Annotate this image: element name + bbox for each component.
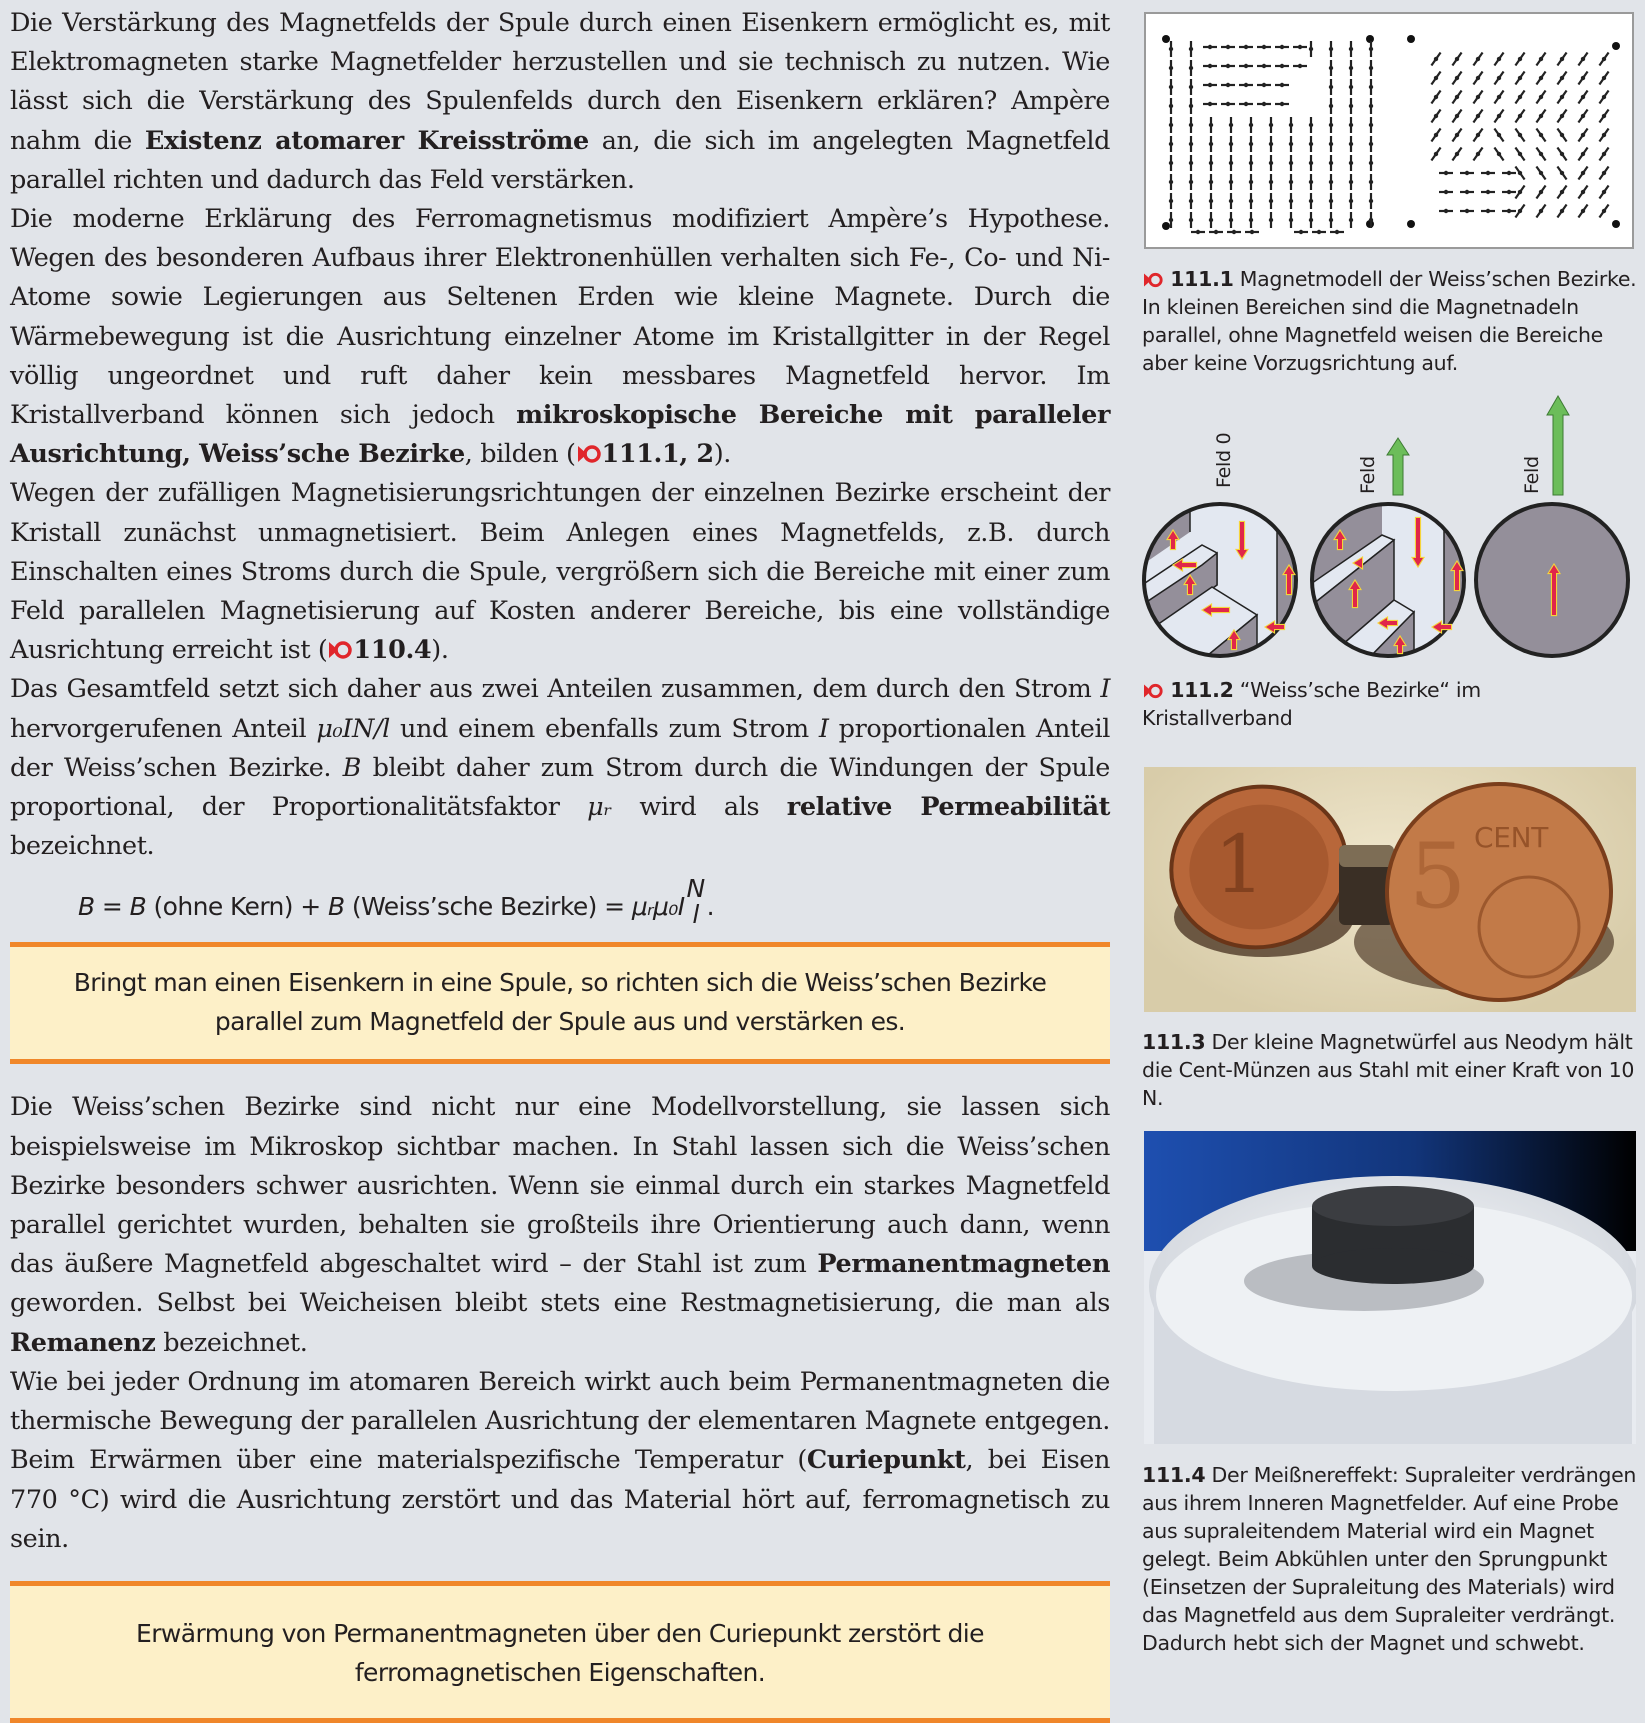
field-label: Feld bbox=[1521, 456, 1543, 494]
figure-domains-crystal bbox=[1142, 390, 1642, 660]
compass-needle bbox=[1249, 136, 1253, 152]
compass-needle bbox=[1598, 184, 1611, 200]
compass-needle bbox=[1514, 51, 1527, 67]
compass-needle bbox=[1430, 89, 1443, 105]
text: an, die sich im angelegten Magnetfeld parallel richten und dadurch das Feld verstärken. bbox=[10, 125, 1110, 195]
text: Die moderne Erklärung des Ferromagnetismus modifiziert Ampère’s Hypothese. Wegen des besonderen Aufbaus ihrer Elektronenhüllen verhalten sich Fe-, Co- und Ni-Atome sowie Legierungen aus Seltenen Erden wie kleine Magnete. Durch die Wärmebewegung ist die Ausrichtung einzelner Atome im Kristallgitter in der Regel völlig ungeordnet und ruft daher kein messbares Magnetfeld hervor. Im Kristallverband können sich jedoch bbox=[10, 204, 1110, 431]
compass-needle bbox=[1577, 184, 1590, 200]
figure-reference-icon bbox=[1142, 682, 1164, 700]
compass-needle bbox=[1189, 79, 1193, 95]
compass-needle bbox=[1481, 190, 1495, 194]
compass-needle bbox=[1514, 89, 1527, 105]
compass-needle bbox=[1245, 230, 1259, 234]
compass-needle bbox=[1349, 41, 1353, 57]
compass-needle bbox=[1598, 203, 1611, 219]
compass-needle bbox=[1598, 51, 1611, 67]
compass-needle bbox=[1329, 155, 1333, 171]
compass-needle bbox=[1535, 108, 1548, 124]
figure-reference-icon[interactable] bbox=[327, 639, 353, 661]
compass-needle bbox=[1472, 108, 1485, 124]
figure-reference[interactable]: 111.1, 2 bbox=[601, 439, 714, 470]
formula-symbol: μᵣμ₀I bbox=[631, 891, 685, 921]
compass-needle bbox=[1369, 155, 1373, 171]
compass-needle bbox=[1577, 165, 1590, 181]
formula-symbol: B bbox=[78, 891, 95, 921]
compass-needle bbox=[1535, 146, 1548, 162]
compass-needle bbox=[1209, 155, 1213, 171]
figure-reference-icon bbox=[1142, 271, 1164, 289]
field-label: Feld bbox=[1357, 456, 1379, 494]
compass-needle bbox=[1229, 212, 1233, 228]
symbol: B bbox=[342, 752, 362, 783]
bold-term: Permanentmagneten bbox=[817, 1249, 1110, 1280]
photo-coins-magnet bbox=[1144, 767, 1636, 1012]
fraction bbox=[687, 876, 705, 928]
compass-needle bbox=[1191, 230, 1205, 234]
main-column bbox=[10, 4, 1110, 1723]
symbol: I bbox=[818, 713, 829, 744]
compass-needle bbox=[1189, 60, 1193, 76]
compass-needle bbox=[1169, 136, 1173, 152]
compass-needle bbox=[1329, 117, 1333, 133]
compass-needle bbox=[1493, 127, 1506, 143]
compass-needle bbox=[1535, 184, 1548, 200]
compass-needle bbox=[1229, 193, 1233, 209]
text: proportionalen Anteil der Weiss’schen Bezirke. bbox=[10, 713, 1110, 783]
compass-needle bbox=[1472, 51, 1485, 67]
caption-111-2 bbox=[1142, 676, 1637, 732]
compass-needle bbox=[1556, 127, 1569, 143]
bold-term: Curiepunkt bbox=[806, 1445, 966, 1476]
formula-text: . bbox=[706, 891, 714, 921]
compass-needle bbox=[1229, 136, 1233, 152]
compass-needle bbox=[1269, 212, 1273, 228]
compass-needle bbox=[1249, 155, 1253, 171]
compass-needle bbox=[1369, 136, 1373, 152]
compass-needle bbox=[1493, 146, 1506, 162]
caption-text: Magnetmodell der Weiss’schen Bezirke. In kleinen Bereichen sind die Magnetnadeln parallel, ohne Magnetfeld weisen die Bereiche aber keine Vorzugsrichtung auf. bbox=[1142, 267, 1637, 375]
text: Die Weiss’schen Bezirke sind nicht nur eine Modellvorstellung, sie lassen sich beispielsweise im Mikroskop sichtbar machen. In Stahl lassen sich die Weiss’schen Bezirke besonders schwer ausrichten. Wenn sie einmal durch ein starkes Magnetfeld parallel gerichtet wurden, behalten sie großteils ihre Orientierung auch dann, wenn das äußere Magnetfeld abgeschaltet wird – der Stahl ist zum bbox=[10, 1092, 1110, 1280]
caption-text: Der kleine Magnetwürfel aus Neodym hält die Cent-Münzen aus Stahl mit einer Kraft von 10 N. bbox=[1142, 1030, 1635, 1110]
compass-needle bbox=[1472, 127, 1485, 143]
text: bezeichnet. bbox=[155, 1327, 308, 1358]
compass-needle bbox=[1514, 108, 1527, 124]
figure-number: 111.3 bbox=[1142, 1030, 1206, 1054]
compass-needle bbox=[1189, 212, 1193, 228]
compass-needle bbox=[1502, 171, 1516, 175]
compass-needle bbox=[1249, 193, 1253, 209]
symbol: μ₀IN/l bbox=[316, 713, 390, 744]
compass-needle bbox=[1349, 136, 1353, 152]
compass-needle bbox=[1472, 146, 1485, 162]
text: ). bbox=[431, 635, 449, 666]
compass-needle bbox=[1451, 89, 1464, 105]
compass-needle bbox=[1269, 174, 1273, 190]
key-statement-box: Erwärmung von Permanentmagneten über den Curiepunkt zerstört die ferromagnetischen Eigenschaften. bbox=[10, 1581, 1110, 1723]
compass-needle bbox=[1556, 165, 1569, 181]
compass-needle bbox=[1556, 51, 1569, 67]
figure-number: 111.2 bbox=[1170, 678, 1234, 702]
compass-needle bbox=[1169, 174, 1173, 190]
photo-meissner-effect bbox=[1144, 1131, 1636, 1444]
pivot-dot bbox=[1407, 220, 1415, 228]
compass-needle bbox=[1329, 98, 1333, 114]
compass-needle bbox=[1369, 98, 1373, 114]
compass-needle bbox=[1330, 230, 1344, 234]
compass-needle bbox=[1189, 41, 1193, 57]
compass-needle bbox=[1289, 212, 1293, 228]
compass-needle bbox=[1169, 79, 1173, 95]
paragraph-2 bbox=[10, 200, 1110, 474]
compass-needle bbox=[1598, 165, 1611, 181]
symbol: μᵣ bbox=[587, 792, 612, 823]
compass-needle bbox=[1577, 203, 1590, 219]
compass-needle bbox=[1430, 146, 1443, 162]
compass-needle bbox=[1209, 193, 1213, 209]
compass-needle bbox=[1203, 45, 1217, 49]
compass-needle bbox=[1309, 117, 1313, 133]
compass-needle bbox=[1229, 155, 1233, 171]
formula bbox=[78, 874, 1110, 930]
compass-needle bbox=[1472, 89, 1485, 105]
compass-needle-grid bbox=[1146, 14, 1632, 247]
field-label: Feld 0 bbox=[1213, 432, 1235, 488]
compass-needle bbox=[1203, 102, 1217, 106]
compass-needle bbox=[1189, 174, 1193, 190]
compass-needle bbox=[1535, 70, 1548, 86]
compass-needle bbox=[1369, 41, 1373, 57]
symbol: I bbox=[1100, 674, 1110, 705]
compass-needle bbox=[1535, 127, 1548, 143]
compass-needle bbox=[1556, 146, 1569, 162]
compass-needle bbox=[1221, 64, 1235, 68]
compass-needle bbox=[1577, 108, 1590, 124]
compass-needle bbox=[1169, 117, 1173, 133]
text: Wie bei jeder Ordnung im atomaren Bereich wirkt auch beim Permanentmagneten die thermische Bewegung der parallelen Ausrichtung der elementaren Magnete entgegen. Beim Erwärmen über eine materialspezifische Temperatur ( bbox=[10, 1366, 1110, 1476]
compass-needle bbox=[1451, 51, 1464, 67]
compass-needle bbox=[1169, 41, 1173, 57]
compass-needle bbox=[1329, 193, 1333, 209]
compass-needle bbox=[1598, 127, 1611, 143]
key-statement-box: Bringt man einen Eisenkern in eine Spule, so richten sich die Weiss’schen Bezirke parallel zum Magnetfeld der Spule aus und verstärken es. bbox=[10, 942, 1110, 1064]
compass-needle bbox=[1439, 190, 1453, 194]
compass-needle bbox=[1275, 83, 1289, 87]
formula-text: (Weiss’sche Bezirke) = bbox=[344, 891, 632, 921]
compass-needle bbox=[1493, 70, 1506, 86]
compass-needle bbox=[1275, 45, 1289, 49]
compass-needle bbox=[1189, 98, 1193, 114]
compass-needle bbox=[1514, 146, 1527, 162]
compass-needle bbox=[1577, 51, 1590, 67]
compass-needle bbox=[1309, 193, 1313, 209]
compass-needle bbox=[1329, 212, 1333, 228]
text: Die Verstärkung des Magnetfelds der Spule durch einen Eisenkern ermöglicht es, mit Elektromagneten starke Magnetfelder herzustellen und sie technisch zu nutzen. Wie lässt sich die Verstärkung des Spulenfelds durch den Eisenkern erklären? Ampère nahm die bbox=[10, 8, 1110, 156]
compass-needle bbox=[1493, 89, 1506, 105]
compass-needle bbox=[1502, 209, 1516, 213]
compass-needle bbox=[1239, 45, 1253, 49]
compass-needle bbox=[1481, 171, 1495, 175]
compass-needle bbox=[1369, 79, 1373, 95]
compass-needle bbox=[1221, 102, 1235, 106]
compass-needle bbox=[1460, 190, 1474, 194]
compass-needle bbox=[1430, 108, 1443, 124]
compass-needle bbox=[1169, 193, 1173, 209]
compass-needle bbox=[1598, 146, 1611, 162]
compass-needle bbox=[1329, 41, 1333, 57]
paragraph-6 bbox=[10, 1363, 1110, 1559]
compass-needle bbox=[1598, 70, 1611, 86]
compass-needle bbox=[1221, 83, 1235, 87]
compass-needle bbox=[1169, 98, 1173, 114]
text: , bei Eisen 770 °C) wird die Ausrichtung zerstört und das Material hört auf, ferromagnetisch zu sein. bbox=[10, 1445, 1111, 1554]
compass-needle bbox=[1439, 209, 1453, 213]
paragraph-3 bbox=[10, 474, 1110, 670]
bold-term: mikroskopische Bereiche mit paralleler Ausrichtung, Weiss’sche Bezirke bbox=[10, 400, 1110, 470]
paragraph-5 bbox=[10, 1088, 1110, 1362]
compass-needle bbox=[1169, 155, 1173, 171]
compass-needle bbox=[1209, 174, 1213, 190]
compass-needle bbox=[1577, 146, 1590, 162]
compass-needle bbox=[1577, 70, 1590, 86]
compass-needle bbox=[1229, 174, 1233, 190]
compass-needle bbox=[1257, 45, 1271, 49]
compass-needle bbox=[1189, 117, 1193, 133]
compass-needle bbox=[1451, 127, 1464, 143]
compass-needle bbox=[1556, 203, 1569, 219]
compass-needle bbox=[1289, 174, 1293, 190]
text: und einem ebenfalls zum Strom bbox=[389, 713, 819, 744]
compass-needle bbox=[1275, 102, 1289, 106]
compass-needle bbox=[1369, 117, 1373, 133]
caption-text: Der Meißnereffekt: Supraleiter verdrängen aus ihrem Inneren Magnetfelder. Auf eine Probe aus supraleitendem Material wird ein Magnet gelegt. Beim Abkühlen unter den Sprungpunkt (Einsetzen der Supraleitung des Materials) wird das Magnetfeld aus dem Supraleiter verdrängt. Dadurch hebt sich der Magnet und schwebt. bbox=[1142, 1463, 1637, 1655]
field-arrow-large bbox=[1547, 396, 1569, 495]
compass-needle bbox=[1269, 136, 1273, 152]
compass-needle bbox=[1451, 108, 1464, 124]
compass-needle bbox=[1269, 155, 1273, 171]
compass-needle bbox=[1349, 174, 1353, 190]
domain-circle-weak-field bbox=[1302, 500, 1472, 660]
bold-term: relative Permeabilität bbox=[786, 792, 1110, 823]
compass-needle bbox=[1309, 136, 1313, 152]
compass-needle bbox=[1481, 209, 1495, 213]
compass-needle bbox=[1239, 64, 1253, 68]
compass-needle bbox=[1294, 230, 1308, 234]
caption-text: “Weiss’sche Bezirke“ im Kristallverband bbox=[1142, 678, 1481, 730]
numerator: N bbox=[686, 874, 705, 904]
bold-term: Existenz atomarer Kreisströme bbox=[144, 125, 589, 156]
compass-needle bbox=[1275, 64, 1289, 68]
compass-needle bbox=[1556, 184, 1569, 200]
compass-needle bbox=[1349, 155, 1353, 171]
compass-needle bbox=[1309, 155, 1313, 171]
compass-needle bbox=[1349, 79, 1353, 95]
caption-111-1 bbox=[1142, 265, 1637, 377]
compass-needle bbox=[1169, 60, 1173, 76]
paragraph-1 bbox=[10, 4, 1110, 200]
svg-text:5: 5 bbox=[1409, 824, 1466, 929]
compass-needle bbox=[1460, 209, 1474, 213]
compass-needle bbox=[1227, 230, 1241, 234]
compass-needle bbox=[1293, 45, 1307, 49]
pivot-dot bbox=[1612, 42, 1620, 50]
compass-needle bbox=[1289, 117, 1293, 133]
compass-needle bbox=[1369, 193, 1373, 209]
caption-111-4 bbox=[1142, 1461, 1637, 1657]
compass-needle bbox=[1309, 212, 1313, 228]
compass-needle bbox=[1269, 193, 1273, 209]
compass-needle bbox=[1349, 212, 1353, 228]
pivot-dot bbox=[1162, 222, 1170, 230]
text: bezeichnet. bbox=[10, 831, 155, 862]
compass-needle bbox=[1430, 70, 1443, 86]
bold-term: Remanenz bbox=[10, 1327, 156, 1358]
text: wird als bbox=[611, 792, 787, 823]
figure-number: 111.4 bbox=[1142, 1463, 1206, 1487]
compass-needle bbox=[1329, 60, 1333, 76]
compass-needle bbox=[1598, 89, 1611, 105]
figure-reference-icon[interactable] bbox=[576, 443, 602, 465]
compass-needle bbox=[1535, 203, 1548, 219]
compass-needle bbox=[1598, 108, 1611, 124]
compass-needle bbox=[1472, 70, 1485, 86]
compass-needle bbox=[1239, 83, 1253, 87]
formula-symbol: B bbox=[129, 891, 147, 921]
compass-needle bbox=[1329, 174, 1333, 190]
compass-needle bbox=[1329, 79, 1333, 95]
compass-needle bbox=[1430, 127, 1443, 143]
compass-needle bbox=[1249, 174, 1253, 190]
compass-needle bbox=[1451, 146, 1464, 162]
compass-needle bbox=[1514, 70, 1527, 86]
compass-needle bbox=[1430, 51, 1443, 67]
compass-needle bbox=[1349, 193, 1353, 209]
svg-text:1: 1 bbox=[1214, 818, 1265, 911]
compass-needle bbox=[1349, 117, 1353, 133]
compass-needle bbox=[1577, 89, 1590, 105]
compass-needle bbox=[1312, 230, 1326, 234]
compass-needle bbox=[1293, 64, 1307, 68]
compass-needle bbox=[1556, 89, 1569, 105]
text: hervorgerufenen Anteil bbox=[10, 713, 317, 744]
compass-needle bbox=[1535, 89, 1548, 105]
compass-needle bbox=[1269, 117, 1273, 133]
compass-needle bbox=[1209, 117, 1213, 133]
compass-needle bbox=[1239, 102, 1253, 106]
compass-needle bbox=[1203, 64, 1217, 68]
compass-needle bbox=[1209, 230, 1223, 234]
compass-needle bbox=[1289, 193, 1293, 209]
compass-needle bbox=[1349, 98, 1353, 114]
figure-reference[interactable]: 110.4 bbox=[353, 635, 432, 666]
paragraph-4 bbox=[10, 670, 1110, 866]
compass-needle bbox=[1229, 117, 1233, 133]
compass-needle bbox=[1535, 51, 1548, 67]
svg-text:CENT: CENT bbox=[1474, 821, 1549, 854]
text: , bilden ( bbox=[464, 439, 576, 470]
pivot-dot bbox=[1407, 35, 1415, 43]
compass-needle bbox=[1289, 155, 1293, 171]
formula-symbol: B bbox=[328, 891, 345, 921]
text: bleibt daher zum Strom durch die Windungen der Spule proportional, der Proportionalitätsfaktor bbox=[10, 752, 1110, 823]
compass-needle bbox=[1493, 51, 1506, 67]
text: Das Gesamtfeld setzt sich daher aus zwei Anteilen zusammen, dem durch den Strom bbox=[10, 674, 1101, 705]
pivot-dot bbox=[1612, 220, 1620, 228]
compass-needle bbox=[1556, 70, 1569, 86]
compass-needle bbox=[1369, 60, 1373, 76]
compass-needle bbox=[1502, 190, 1516, 194]
compass-needle bbox=[1221, 45, 1235, 49]
compass-needle bbox=[1349, 60, 1353, 76]
domains-diagram bbox=[1142, 390, 1642, 660]
compass-needle bbox=[1577, 127, 1590, 143]
compass-needle bbox=[1535, 165, 1548, 181]
text: Wegen der zufälligen Magnetisierungsrichtungen der einzelnen Bezirke erscheint der Kristall zunächst unmagnetisiert. Beim Anlegen eines Magnetfelds, z.B. durch Einschalten eines Stroms durch die Spule, vergrößern sich die Bereiche mit einer zum Feld parallelen Magnetisierung auf Kosten anderer Bereiche, bis eine vollständige Ausrichtung erreicht ist ( bbox=[10, 478, 1110, 666]
denominator: l bbox=[692, 900, 699, 930]
text: ). bbox=[713, 439, 731, 470]
compass-needle bbox=[1249, 212, 1253, 228]
compass-needle bbox=[1257, 64, 1271, 68]
text: geworden. Selbst bei Weicheisen bleibt stets eine Restmagnetisierung, die man als bbox=[10, 1288, 1110, 1319]
compass-needle bbox=[1514, 127, 1527, 143]
compass-needle bbox=[1209, 212, 1213, 228]
compass-needle bbox=[1249, 117, 1253, 133]
compass-needle bbox=[1556, 108, 1569, 124]
figure-magnet-model bbox=[1144, 12, 1634, 249]
compass-needle bbox=[1329, 136, 1333, 152]
compass-needle bbox=[1493, 108, 1506, 124]
compass-needle bbox=[1460, 171, 1474, 175]
caption-111-3 bbox=[1142, 1028, 1637, 1112]
compass-needle bbox=[1451, 70, 1464, 86]
compass-needle bbox=[1289, 136, 1293, 152]
formula-text: = bbox=[94, 891, 130, 921]
figure-number: 111.1 bbox=[1170, 267, 1234, 291]
compass-needle bbox=[1309, 41, 1313, 57]
compass-needle bbox=[1309, 174, 1313, 190]
compass-needle bbox=[1209, 136, 1213, 152]
compass-needle bbox=[1369, 174, 1373, 190]
compass-needle bbox=[1257, 83, 1271, 87]
compass-needle bbox=[1189, 136, 1193, 152]
compass-needle bbox=[1189, 155, 1193, 171]
compass-needle bbox=[1203, 83, 1217, 87]
pivot-dot bbox=[1162, 35, 1170, 43]
compass-needle bbox=[1439, 171, 1453, 175]
compass-needle bbox=[1189, 193, 1193, 209]
compass-needle bbox=[1257, 102, 1271, 106]
field-arrow-small bbox=[1387, 438, 1409, 495]
formula-text: (ohne Kern) + bbox=[146, 891, 328, 921]
